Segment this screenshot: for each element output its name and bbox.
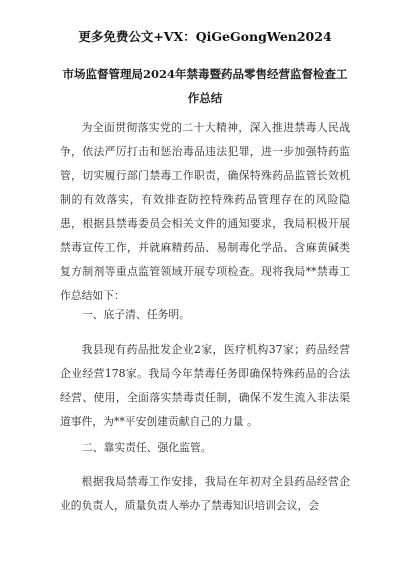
intro-paragraph: 为全面贯彻落实党的二十大精神，深入推进禁毒人民战争，依法严厉打击和惩治毒品违法犯罪，进一步加强特药监管，切实履行部门禁毒工作职责，确保特殊药品监管长效机制的有效落实，有效排查防控特殊药品管理存在的风险隐患，根据县禁毒委员会相关文件的通知要求，我局积极开展禁毒宣传工作，并就麻精药品、易制毒化学品、含麻黄碱类复方制剂等重点监管领域开展专项检查。现将我局**禁毒工作总结如下：: [60, 121, 350, 302]
document-title: 市场监督管理局2024年禁毒暨药品零售经营监督检查工作总结: [62, 67, 348, 105]
section-1-heading: 一、底子清、任务明。: [82, 308, 190, 321]
section-2-paragraph: 根据我局禁毒工作安排，我局在年初对全县药品经营企业的负责人，质量负责人举办了禁毒知识培训会议，会: [60, 475, 350, 512]
section-1-paragraph: 我县现有药品批发企业2家，医疗机构37家；药品经营企业经营178家。我局今年禁毒任务即确保特殊药品的合法经营、使用，全面落实禁毒责任制，确保不发生流入非法渠道事件，为**平安创建贡献自己的力量 。: [60, 343, 350, 428]
watermark-header: 更多免费公文+VX：QiGeGongWen2024: [78, 29, 332, 44]
section-2-heading: 二、靠实责任、强化监管。: [82, 441, 212, 454]
